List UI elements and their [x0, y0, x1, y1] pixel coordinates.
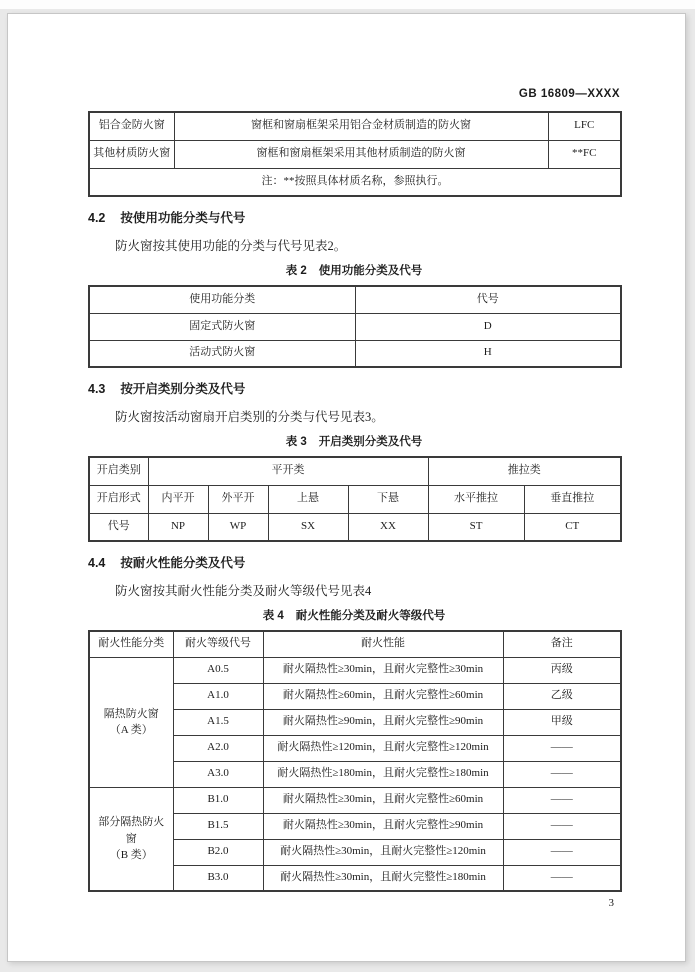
grade-code-cell: A1.0 — [173, 683, 263, 709]
table-2-caption-number: 表 2 — [285, 265, 307, 277]
usage-class-cell: 活动式防火窗 — [89, 340, 355, 367]
performance-cell: 耐火隔热性≥30min，且耐火完整性≥180min — [263, 865, 503, 891]
opening-form-cell: 内平开 — [148, 485, 208, 513]
opening-form-label: 开启形式 — [89, 485, 148, 513]
opening-form-cell: 水平推拉 — [428, 485, 524, 513]
section-number: 4.3 — [88, 382, 106, 396]
section-4-3-heading — [88, 379, 620, 395]
section-4-2-body: 防火窗按其使用功能的分类与代号见表2。 — [115, 239, 347, 253]
group-a-class: （A 类） — [109, 724, 153, 736]
performance-cell: 耐火隔热性≥180min，且耐火完整性≥180min — [263, 761, 503, 787]
group-a-name: 隔热防火窗 — [103, 707, 159, 720]
grade-code-cell: A1.5 — [173, 709, 263, 735]
material-name-cell: 其他材质防火窗 — [89, 140, 174, 168]
header-cell: 耐火等级代号 — [173, 631, 263, 657]
material-classification-table — [88, 111, 622, 197]
section-title: 按开启类别分类及代号 — [120, 382, 246, 396]
remark-cell: —— — [503, 813, 621, 839]
usage-code-cell: H — [355, 340, 621, 367]
table-row — [89, 140, 621, 168]
table-row — [89, 485, 621, 513]
grade-code-cell: B1.0 — [173, 787, 263, 813]
hinged-category-cell: 平开类 — [148, 457, 428, 485]
opening-form-cell: 上悬 — [268, 485, 348, 513]
remark-cell: —— — [503, 761, 621, 787]
section-title: 按耐火性能分类及代号 — [120, 556, 246, 570]
grade-code-cell: A0.5 — [173, 657, 263, 683]
material-desc-cell: 窗框和窗扇框架采用铝合金材质制造的防火窗 — [174, 112, 548, 140]
opening-form-cell: 下悬 — [348, 485, 428, 513]
table-header-row — [89, 286, 621, 313]
grade-code-cell: B1.5 — [173, 813, 263, 839]
performance-cell: 耐火隔热性≥60min，且耐火完整性≥60min — [263, 683, 503, 709]
header-cell: 代号 — [355, 286, 621, 313]
group-a-label — [89, 657, 173, 787]
group-b-class: （B 类） — [109, 849, 153, 861]
material-code-cell: **FC — [548, 140, 621, 168]
opening-form-cell: 外平开 — [208, 485, 268, 513]
performance-cell: 耐火隔热性≥90min，且耐火完整性≥90min — [263, 709, 503, 735]
remark-cell: 甲级 — [503, 709, 621, 735]
table-note: 注：**按照具体材质名称，参照执行。 — [89, 168, 621, 196]
material-name-cell: 铝合金防火窗 — [89, 112, 174, 140]
section-4-4-heading — [88, 553, 620, 569]
usage-class-cell: 固定式防火窗 — [89, 313, 355, 340]
table-row — [89, 313, 621, 340]
section-4-3-body: 防火窗按活动窗扇开启类别的分类与代号见表3。 — [115, 410, 384, 424]
opening-category-label: 开启类别 — [89, 457, 148, 485]
section-4-4-body: 防火窗按其耐火性能分类及耐火等级代号见表4 — [115, 584, 372, 598]
table-row — [89, 513, 621, 541]
header-cell: 耐火性能分类 — [89, 631, 173, 657]
section-number: 4.2 — [88, 211, 106, 225]
material-desc-cell: 窗框和窗扇框架采用其他材质制造的防火窗 — [174, 140, 548, 168]
performance-cell: 耐火隔热性≥30min，且耐火完整性≥120min — [263, 839, 503, 865]
material-code-cell: LFC — [548, 112, 621, 140]
grade-code-cell: A3.0 — [173, 761, 263, 787]
table-3-caption-title: 开启类别分类及代号 — [318, 436, 423, 448]
group-b-label — [89, 787, 173, 891]
remark-cell: 丙级 — [503, 657, 621, 683]
remark-cell: —— — [503, 865, 621, 891]
table-header-row — [89, 631, 621, 657]
performance-cell: 耐火隔热性≥30min，且耐火完整性≥30min — [263, 657, 503, 683]
table-note-row — [89, 168, 621, 196]
section-title: 按使用功能分类与代号 — [120, 211, 246, 225]
code-cell: WP — [208, 513, 268, 541]
code-cell: NP — [148, 513, 208, 541]
table-4-caption-number: 表 4 — [262, 610, 284, 622]
document-page — [7, 13, 686, 962]
table-row — [89, 787, 621, 813]
remark-cell: 乙级 — [503, 683, 621, 709]
header-cell: 耐火性能 — [263, 631, 503, 657]
table-3-caption-number: 表 3 — [285, 436, 307, 448]
page-number: 3 — [608, 897, 614, 909]
grade-code-cell: A2.0 — [173, 735, 263, 761]
code-cell: ST — [428, 513, 524, 541]
performance-cell: 耐火隔热性≥120min，且耐火完整性≥120min — [263, 735, 503, 761]
code-cell: SX — [268, 513, 348, 541]
opening-type-table — [88, 456, 622, 542]
remark-cell: —— — [503, 787, 621, 813]
table-row — [89, 657, 621, 683]
header-cell: 使用功能分类 — [89, 286, 355, 313]
performance-cell: 耐火隔热性≥30min，且耐火完整性≥60min — [263, 787, 503, 813]
page-content — [88, 14, 620, 909]
remark-cell: —— — [503, 839, 621, 865]
section-4-2-heading — [88, 208, 620, 224]
code-cell: XX — [348, 513, 428, 541]
grade-code-cell: B3.0 — [173, 865, 263, 891]
table-2-caption-title: 使用功能分类及代号 — [318, 265, 423, 277]
opening-form-cell: 垂直推拉 — [524, 485, 621, 513]
table-row — [89, 340, 621, 367]
table-2-caption — [88, 262, 620, 277]
standard-code: GB 16809—XXXX — [518, 88, 620, 100]
code-cell: CT — [524, 513, 621, 541]
table-3-caption — [88, 433, 620, 448]
code-label: 代号 — [89, 513, 148, 541]
table-4-caption-title: 耐火性能分类及耐火等级代号 — [295, 610, 446, 622]
usage-code-cell: D — [355, 313, 621, 340]
section-number: 4.4 — [88, 556, 106, 570]
grade-code-cell: B2.0 — [173, 839, 263, 865]
table-4-caption — [88, 607, 620, 622]
table-row — [89, 112, 621, 140]
performance-cell: 耐火隔热性≥30min，且耐火完整性≥90min — [263, 813, 503, 839]
header-cell: 备注 — [503, 631, 621, 657]
group-b-name: 部分隔热防火窗 — [98, 816, 165, 845]
fire-resistance-table — [88, 630, 622, 892]
usage-function-table — [88, 285, 622, 368]
remark-cell: —— — [503, 735, 621, 761]
previous-page-edge — [0, 0, 695, 9]
table-header-row — [89, 457, 621, 485]
sliding-category-cell: 推拉类 — [428, 457, 621, 485]
